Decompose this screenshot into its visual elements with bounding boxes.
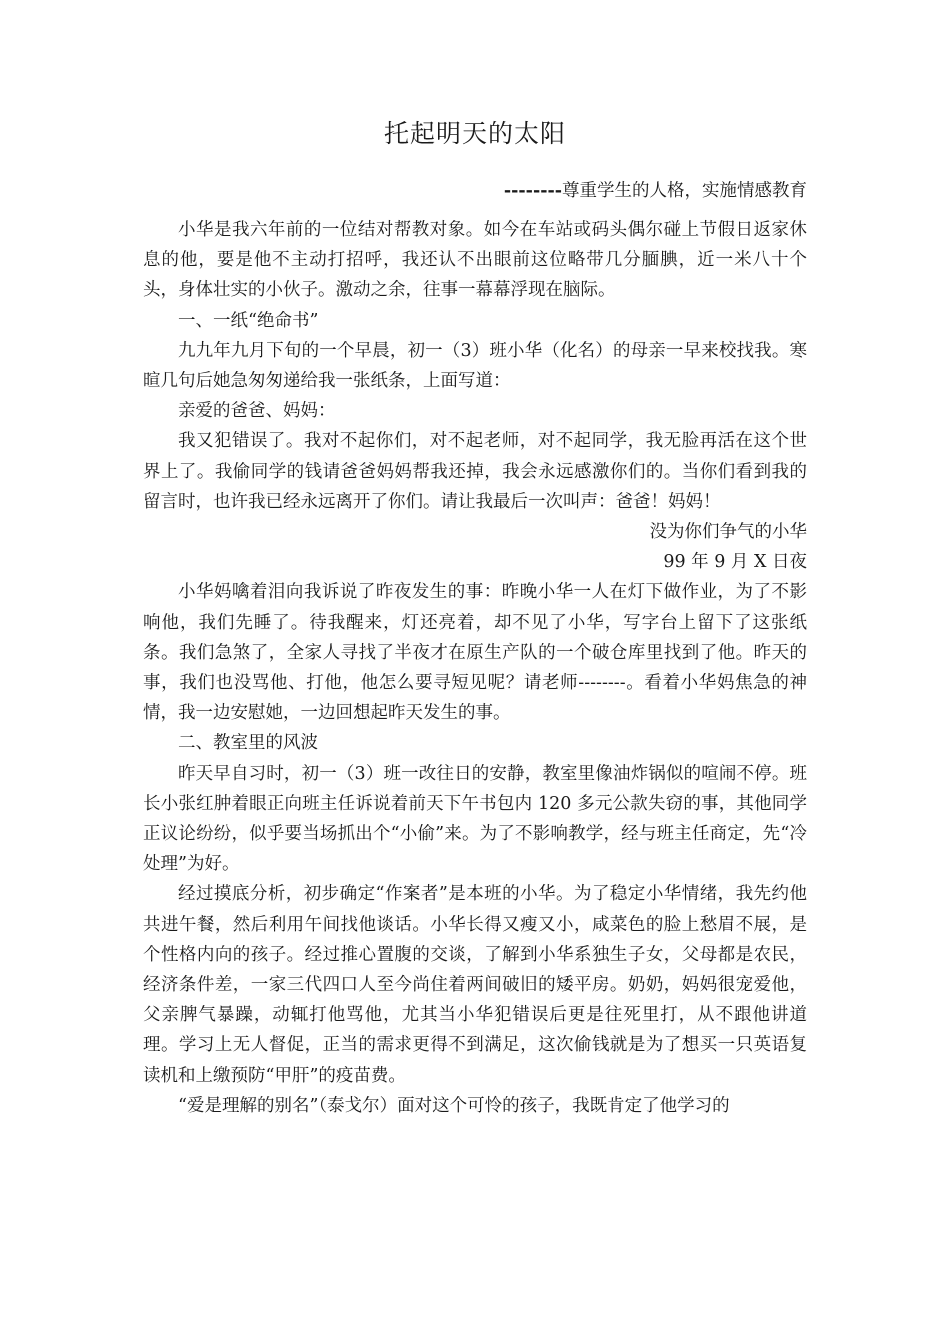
subtitle-dashes: -------- (503, 181, 562, 201)
paragraph: “爱是理解的别名”（泰戈尔）面对这个可怜的孩子，我既肯定了他学习的 (178, 1095, 730, 1116)
paragraph: 小华是我六年前的一位结对帮教对象。如今在车站或码头偶尔碰上节假日返家休息的他，要是他不主动打招呼，我还认不出眼前这位略带几分腼腆，近一米八十个头，身体壮实的小伙子。激动之余，往事一幕幕浮现在脑际。 (143, 220, 807, 301)
document-body (143, 215, 807, 1121)
paragraph: 我又犯错误了。我对不起你们，对不起老师，对不起同学，我无脸再活在这个世界上了。我偷同学的钱请爸爸妈妈帮我还掉，我会永远感激你们的。当你们看到我的留言时，也许我已经永远离开了你们。请让我最后一次叫声：爸爸！妈妈！ (143, 431, 807, 512)
paragraph: 昨天早自习时，初一（3）班一改往日的安静，教室里像油炸锅似的喧闹不停。班长小张红肿着眼正向班主任诉说着前天下午书包内 120 多元公款失窃的事，其他同学正议论纷纷，似乎要当场抓出个“小偷”来。为了不影响教学，经与班主任商定，先“冷处理”为好。 (143, 763, 807, 875)
signature-line: 没为你们争气的小华 (649, 522, 807, 543)
subtitle-text: 尊重学生的人格，实施情感教育 (562, 181, 807, 201)
signature-line: 99 年 9 月 X 日夜 (663, 552, 807, 573)
paragraph: 二、教室里的风波 (178, 733, 318, 754)
paragraph: 一、一纸“绝命书” (178, 310, 319, 331)
paragraph: 经过摸底分析，初步确定“作案者”是本班的小华。为了稳定小华情绪，我先约他共进午餐，然后利用午间找他谈话。小华长得又瘦又小，咸菜色的脸上愁眉不展，是个性格内向的孩子。经过推心置腹的交谈，了解到小华系独生子女，父母都是农民，经济条件差，一家三代四口人至今尚住着两间破旧的矮平房。奶奶，妈妈很宠爱他，父亲脾气暴躁，动辄打他骂他，尤其当小华犯错误后更是往死里打，从不跟他讲道理。学习上无人督促，正当的需求更得不到满足，这次偷钱就是为了想买一只英语复读机和上缴预防“甲肝”的疫苗费。 (143, 884, 807, 1086)
paragraph: 小华妈噙着泪向我诉说了昨夜发生的事：昨晚小华一人在灯下做作业，为了不影响他，我们先睡了。待我醒来，灯还亮着，却不见了小华，写字台上留下了这张纸条。我们急煞了，全家人寻找了半夜才在原生产队的一个破仓库里找到了他。昨天的事，我们也没骂他、打他，他怎么要寻短见呢？请老师--------。看着小华妈焦急的神情，我一边安慰她，一边回想起昨天发生的事。 (143, 582, 807, 724)
paragraph: 亲爱的爸爸、妈妈： (178, 401, 336, 422)
document-subtitle (504, 178, 807, 204)
document-title: 托起明天的太阳 (383, 119, 566, 148)
paragraph: 九九年九月下旬的一个早晨，初一（3）班小华（化名）的母亲一早来校找我。寒暄几句后她急匆匆递给我一张纸条，上面写道： (143, 340, 807, 392)
